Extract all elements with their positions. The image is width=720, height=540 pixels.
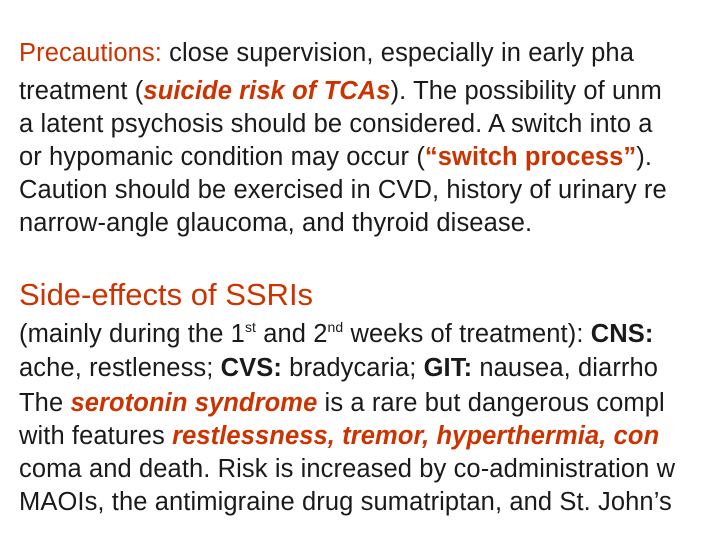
- precautions-text-2c: ). The possibility of unm: [390, 77, 662, 105]
- switch-process-highlight: “switch process”: [424, 143, 637, 171]
- ssri-text-1a: (mainly during the 1: [19, 320, 245, 348]
- ssri-line-1: [19, 319, 653, 349]
- ssri-heading: Side-effects of SSRIs: [19, 277, 314, 312]
- precautions-line-1: [19, 38, 634, 68]
- git-label: GIT:: [423, 354, 473, 382]
- ssri-text-1c: weeks of treatment):: [343, 320, 591, 348]
- ssri-line-2: [19, 353, 658, 383]
- precautions-text-2a: treatment (: [19, 77, 144, 105]
- precautions-line-2: [19, 76, 662, 106]
- precautions-text-6: narrow-angle glaucoma, and thyroid disease.: [19, 209, 533, 237]
- ssri-line-3: [19, 388, 665, 418]
- precautions-text-5: Caution should be exercised in CVD, history of urinary re: [19, 176, 667, 204]
- precautions-line-4: [19, 142, 652, 172]
- ssri-text-1b: and 2: [256, 320, 328, 348]
- ssri-line-4: [19, 421, 659, 451]
- ssri-sup-2: nd: [327, 319, 344, 335]
- serotonin-syndrome-highlight: serotonin syndrome: [70, 389, 318, 417]
- precautions-text-3: a latent psychosis should be considered. A switch into a: [19, 110, 653, 138]
- suicide-risk-highlight: suicide risk of TCAs: [143, 77, 391, 105]
- ssri-line-5: [19, 454, 675, 484]
- ssri-text-3c: is a rare but dangerous compl: [317, 389, 665, 417]
- features-highlight: restlessness, tremor, hyperthermia, con: [172, 422, 660, 450]
- precautions-line-5: [19, 175, 667, 205]
- precautions-text-4c: ).: [636, 143, 653, 171]
- precautions-text-4a: or hypomanic condition may occur (: [19, 143, 425, 171]
- precautions-line-6: [19, 208, 532, 238]
- precautions-line-3: [19, 109, 653, 139]
- cns-label: CNS:: [590, 320, 654, 348]
- ssri-line-6: [19, 487, 672, 517]
- ssri-text-5: coma and death. Risk is increased by co-administration w: [19, 455, 676, 483]
- ssri-text-2e: nausea, diarrho: [472, 354, 659, 382]
- ssri-sup-1: st: [244, 319, 257, 335]
- precautions-label: Precautions:: [19, 39, 162, 67]
- ssri-text-3a: The: [19, 389, 71, 417]
- precautions-text-1: close supervision, especially in early pha: [161, 39, 634, 67]
- ssri-text-6: MAOIs, the antimigraine drug sumatriptan, and St. John’s: [19, 488, 672, 516]
- cvs-label: CVS:: [220, 354, 282, 382]
- ssri-text-4a: with features: [19, 422, 173, 450]
- ssri-text-2c: bradycaria;: [281, 354, 424, 382]
- ssri-text-2a: ache, restleness;: [19, 354, 221, 382]
